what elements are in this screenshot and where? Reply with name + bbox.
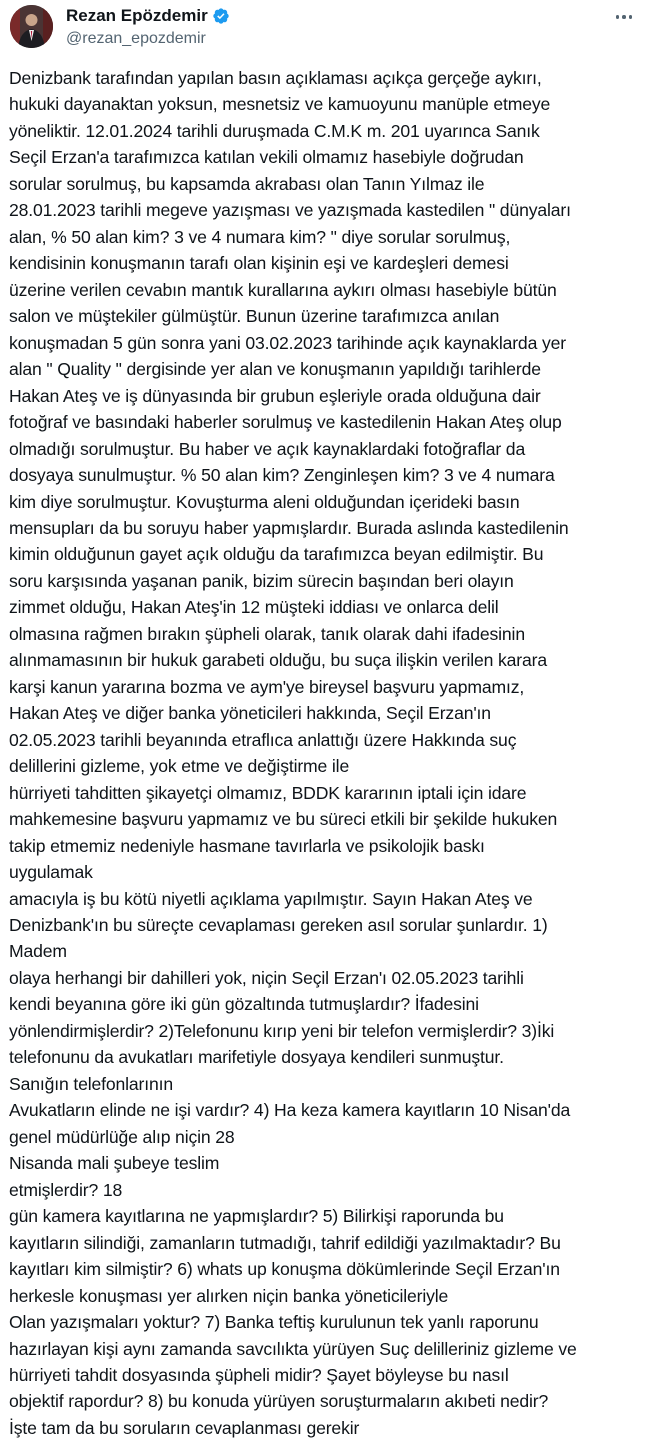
tweet-text-line: kayıtları kim silmiştir? 6) whats up konuşma dökümlerinde Seçil Erzan'ın (9, 1259, 560, 1280)
tweet-text-line: gün kamera kayıtlarına ne yapmışlardır? 5) Bilirkişi raporunda bu (9, 1206, 504, 1227)
tweet-text-line: amacıyla iş bu kötü niyetli açıklama yapılmıştır. Sayın Hakan Ateş ve (9, 888, 533, 909)
avatar-image (10, 5, 53, 48)
tweet-text-line: kendisinin konuşmanın tarafı olan kişinin eşi ve kardeşleri demesi (9, 253, 509, 274)
more-horizontal-icon[interactable] (610, 6, 638, 28)
tweet-text-line: takip etmemiz nedeniyle hasmane tavırlarla ve psikolojik baskı (9, 835, 485, 856)
tweet-text-line: mahkemesine başvuru yapmamız ve bu süreci etkili bir şekilde hukuken (9, 809, 558, 830)
tweet-text-line: soru karşısında yaşanan panik, bizim sürecin başından beri olayın (9, 570, 514, 591)
tweet-text-line: üzerine verilen cevabın mantık kurallarına aykırı olması hasebiyle bütün (9, 279, 557, 300)
tweet-text-line: genel müdürlüğe alıp niçin 28 (9, 1126, 235, 1147)
tweet-text-line: Denizbank tarafından yapılan basın açıklaması açıkça gerçeğe aykırı, (9, 68, 542, 88)
author-handle[interactable]: @rezan_epozdemir (66, 30, 206, 47)
tweet-text-line: yöneliktir. 12.01.2024 tarihli duruşmada C.M.K m. 201 uyarınca Sanık (9, 120, 540, 141)
tweet-text-line: kim diye sorulmuştur. Kovuşturma aleni olduğundan içerideki basın (9, 491, 520, 512)
tweet-text-line: Hakan Ateş ve diğer banka yöneticileri hakkında, Seçil Erzan'ın (9, 703, 491, 724)
author-name-row (66, 6, 230, 26)
tweet-text-line: objektif rapordur? 8) bu konuda yürüyen soruşturmaların akıbeti nedir? (9, 1391, 549, 1412)
tweet-text-line: mensupları da bu soruyu haber yapmışlardır. Burada aslında kastedilenin (9, 517, 569, 538)
tweet-text-line: olaya herhangi bir dahilleri yok, niçin Seçil Erzan'ı 02.05.2023 tarihli (9, 967, 524, 988)
tweet-text-line: hürriyeti tahdit dosyasında şüpheli midir? Şayet böyleyse bu nasıl (9, 1364, 509, 1385)
tweet-text-line: alan " Quality " dergisinde yer alan ve konuşmanın yapıldığı tarihlerde (9, 359, 541, 380)
tweet-text-line: Nisanda mali şubeye teslim (9, 1153, 220, 1174)
tweet-text-line: dosyaya sunulmuştur. % 50 alan kim? Zenginleşen kim? 3 ve 4 numara (9, 465, 555, 486)
tweet-text-line: Olan yazışmaları yoktur? 7) Banka teftiş kurulunun tek yanlı raporunu (9, 1312, 539, 1333)
tweet-text-line: zimmet olduğu, Hakan Ateş'in 12 müşteki iddiası ve onlarca delil (9, 597, 499, 618)
tweet-text-line: hürriyeti tahditten şikayetçi olmamız, BDDK kararının iptali için idare (9, 782, 527, 803)
tweet-text-line: salon ve müştekiler gülmüştür. Bunun üzerine tarafımızca anılan (9, 306, 500, 327)
tweet-text-line: Seçil Erzan'a tarafımızca katılan vekili olmamız hasebiyle doğrudan (9, 147, 524, 168)
tweet-text-line: herkesle konuşması yer alırken niçin banka yöneticileriyle (9, 1285, 449, 1306)
tweet-text-line: yönlendirmişlerdir? 2)Telefonunu kırıp yeni bir telefon vermişlerdir? 3)İki (9, 1020, 555, 1041)
tweet-text-line: Avukatların elinde ne işi vardır? 4) Ha keza kamera kayıtların 10 Nisan'da (9, 1100, 571, 1121)
avatar[interactable] (10, 5, 53, 48)
tweet-text-line: Denizbank'ın bu süreçte cevaplaması gereken asıl sorular şunlardır. 1) (9, 915, 548, 935)
tweet-text-line: telefonunu da avukatları marifetiyle dosyaya kendileri sunmuştur. (9, 1047, 504, 1068)
tweet-text-line: etmişlerdir? 18 (9, 1179, 123, 1200)
tweet-text-line: alınmamasının bir hukuk garabeti olduğu, bu suça ilişkin verilen karara (9, 650, 547, 671)
tweet-text-line: Hakan Ateş ve iş dünyasında bir grubun eşleriyle orada olduğuna dair (9, 385, 541, 406)
tweet-text (9, 65, 645, 1441)
tweet-text-line: karşi kanun yararına bozma ve aym'ye bireysel başvuru yapmamız, (9, 676, 525, 697)
tweet-text-line: 28.01.2023 tarihli megeve yazışması ve yazışmada kastedilen " dünyaları (9, 200, 571, 221)
tweet-text-line: uygulamak (9, 862, 93, 883)
tweet-text-line: sorular sorulmuş, bu kapsamda akrabası olan Tanın Yılmaz ile (9, 173, 485, 194)
verified-badge-icon (212, 7, 230, 25)
tweet-text-line: alan, % 50 alan kim? 3 ve 4 numara kim? " diye sorular sorulmuş, (9, 226, 511, 247)
tweet-text-line: İşte tam da bu soruların cevaplanması gerekir (9, 1417, 360, 1438)
tweet-text-line: hukuki dayanaktan yoksun, mesnetsiz ve kamuoyunu manüple etmeye (9, 94, 551, 115)
tweet-text-line: hazırlayan kişi aynı zamanda savcılıkta yürüyen Suç delilleriniz gizleme ve (9, 1338, 577, 1359)
tweet-text-line: kendi beyanına göre iki gün gözaltında tutmuşlardır? İfadesini (9, 994, 479, 1015)
tweet-text-line: fotoğraf ve basındaki haberler sorulmuş ve kastedilenin Hakan Ateş olup (9, 412, 562, 433)
tweet-text-line: olmadığı sorulmuştur. Bu haber ve açık kaynaklardaki fotoğraflar da (9, 438, 526, 459)
tweet-text-line: Sanığın telefonlarının (9, 1073, 173, 1094)
author-name[interactable]: Rezan Epözdemir (66, 6, 208, 25)
tweet-text-line: delillerini gizleme, yok etme ve değiştirme ile (9, 756, 350, 777)
tweet-text-line: konuşmadan 5 gün sonra yani 03.02.2023 tarihinde açık kaynaklarda yer (9, 332, 566, 353)
tweet-text-line: kimin olduğunun gayet açık olduğu da tarafımızca beyan edilmiştir. Bu (9, 544, 544, 565)
tweet-text-line: Madem (9, 941, 67, 962)
tweet-text-line: kayıtların silindiği, zamanların tutmadığı, tahrif edildiği yazılmaktadır? Bu (9, 1232, 561, 1253)
tweet-text-line: olmasına rağmen bırakın şüpheli olarak, tanık olarak dahi ifadesinin (9, 623, 525, 644)
tweet-text-line: 02.05.2023 tarihli beyanında etraflıca anlattığı üzere Hakkında suç (9, 729, 517, 750)
